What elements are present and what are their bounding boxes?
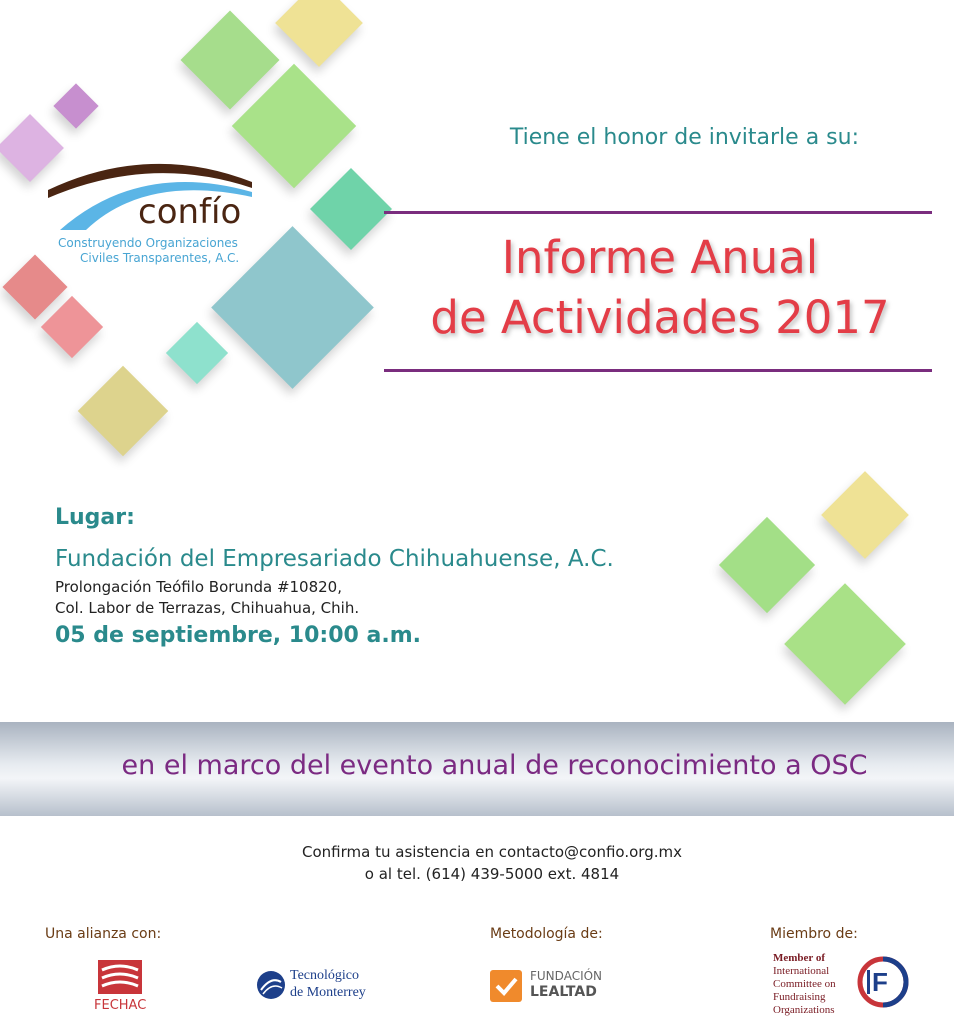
alliance-label: Una alianza con: <box>45 926 162 942</box>
event-title-line1: Informe Anual <box>501 231 819 284</box>
logo-tagline-line1: Construyendo Organizaciones <box>58 236 238 250</box>
venue-name: Fundación del Empresariado Chihuahuense, A.C. <box>55 546 614 572</box>
invitation-intro: Tiene el honor de invitarle a su: <box>509 125 859 150</box>
member-label: Miembro de: <box>770 926 858 942</box>
decor-square <box>53 83 98 128</box>
methodology-label: Metodología de: <box>490 926 603 942</box>
icfo-line1: Member of <box>773 952 826 964</box>
logo-tagline-line2: Civiles Transparentes, A.C. <box>80 251 240 265</box>
event-datetime: 05 de septiembre, 10:00 a.m. <box>55 623 421 648</box>
icfo-emblem-icon <box>857 956 909 1008</box>
decor-square <box>78 366 169 457</box>
tec-name-line2: de Monterrey <box>290 985 366 1000</box>
title-divider-bottom <box>384 369 932 372</box>
decor-square <box>275 0 363 67</box>
check-icon <box>490 970 522 1002</box>
icfo-line3: Committee on <box>773 978 836 990</box>
fechac-logo <box>90 960 150 1020</box>
lealtad-line1: FUNDACIÓN <box>530 969 603 983</box>
logo-wordmark: confío <box>138 192 242 232</box>
rsvp-line1: Confirma tu asistencia en contacto@confio.org.mx <box>302 843 682 861</box>
fechac-name: FECHAC <box>94 998 147 1013</box>
confio-logo <box>40 150 270 270</box>
icfo-line4: Fundraising <box>773 991 826 1003</box>
fundacion-lealtad-logo <box>490 968 630 1004</box>
decor-square <box>719 517 815 613</box>
decor-square <box>166 322 228 384</box>
icfo-line2: International <box>773 965 830 977</box>
decor-square <box>784 583 906 705</box>
address-line1: Prolongación Teófilo Borunda #10820, <box>55 578 342 596</box>
svg-text:F: F <box>872 967 888 997</box>
tec-monterrey-logo <box>256 968 396 1008</box>
tec-globe-icon <box>256 970 286 1000</box>
context-band-text: en el marco del evento anual de reconocimiento a OSC <box>121 750 868 781</box>
tec-name-line1: Tecnológico <box>290 968 359 983</box>
fechac-emblem-icon <box>98 960 142 994</box>
lealtad-line2: LEALTAD <box>530 984 597 1000</box>
place-label: Lugar: <box>55 505 135 530</box>
rsvp-line2: o al tel. (614) 439-5000 ext. 4814 <box>364 865 620 883</box>
title-divider-top <box>384 211 932 214</box>
event-title-line2: de Actividades 2017 <box>430 291 890 344</box>
icfo-logo <box>773 952 923 1020</box>
decor-square <box>41 296 103 358</box>
event-title <box>380 228 940 348</box>
icfo-line5: Organizations <box>773 1004 835 1016</box>
address-line2: Col. Labor de Terrazas, Chihuahua, Chih. <box>55 599 360 617</box>
decor-square <box>821 471 909 559</box>
